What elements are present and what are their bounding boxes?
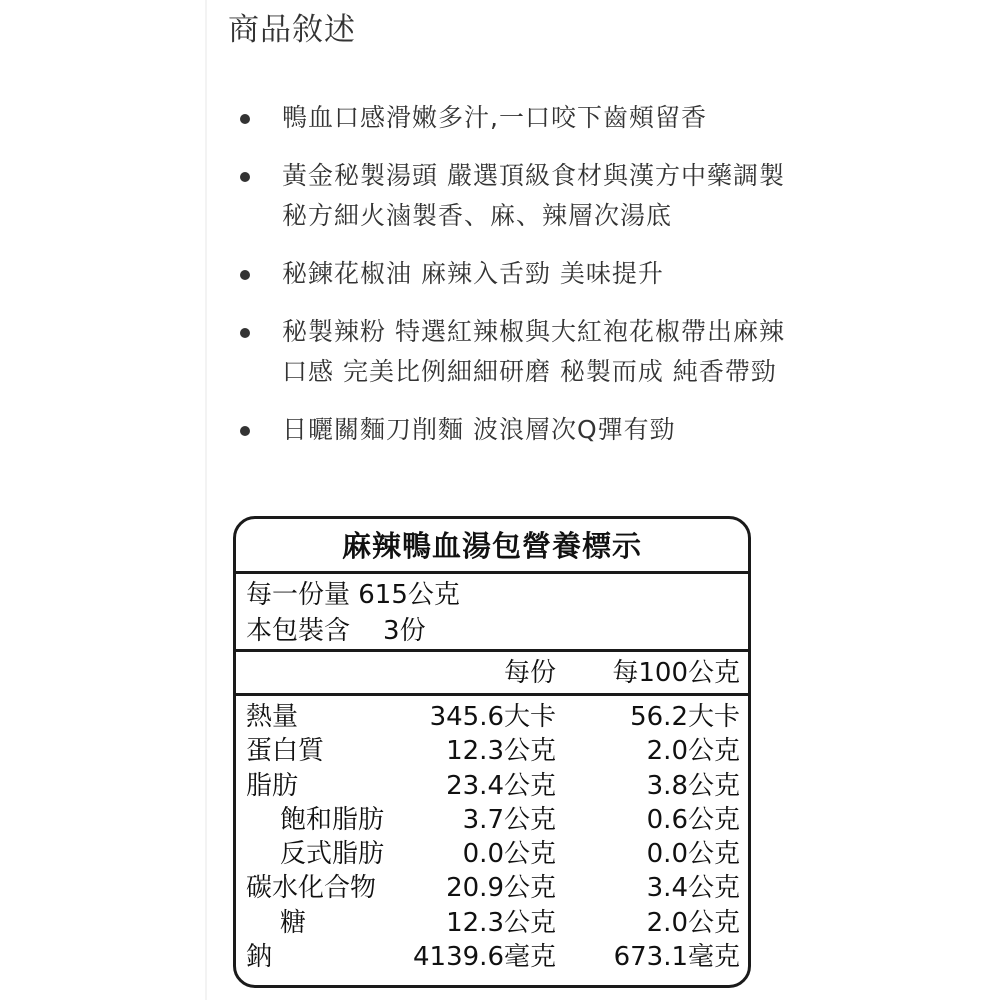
per-100g-value: 0.0公克 [646,839,740,870]
per-100g-value: 2.0公克 [646,736,740,767]
feature-text: 秘鍊花椒油 麻辣入舌勁 美味提升 [282,259,664,288]
per-serving-value: 20.9公克 [446,873,556,904]
nutrient-name: 熱量 [246,702,299,732]
nutrient-name: 飽和脂肪 [280,804,385,835]
nutrient-name: 蛋白質 [246,736,325,767]
per-100g-value: 56.2大卡 [630,702,740,732]
column-per-100g: 每100公克 [612,658,740,688]
per-serving-value: 4139.6毫克 [413,942,556,973]
nutrition-row [236,769,748,803]
per-100g-value: 3.4公克 [646,873,740,904]
nutrition-row [236,734,748,768]
nutrition-row [236,837,748,871]
per-serving-value: 3.7公克 [462,804,556,835]
per-100g-value: 3.8公克 [646,770,740,801]
nutrient-name: 脂肪 [246,770,299,801]
nutrition-title: 麻辣鴨血湯包營養標示 [236,519,748,574]
per-100g-value: 2.0公克 [646,907,740,938]
nutrient-name: 反式脂肪 [280,839,385,870]
nutrition-rows [236,696,748,974]
servings-per-pack: 本包裝含 3份 [246,616,426,646]
per-serving-value: 23.4公克 [446,770,556,801]
per-serving-value: 0.0公克 [462,839,556,870]
bullet-icon [240,270,250,280]
bullet-icon [240,114,250,124]
feature-item [207,312,807,392]
feature-text: 鴨血口感滑嫩多汁,一口咬下齒頰留香 [282,103,707,132]
feature-item [207,254,807,294]
serving-size: 每一份量 615公克 [246,580,460,610]
section-title: 商品敘述 [228,12,356,48]
nutrition-label [233,516,751,988]
nutrient-name: 碳水化合物 [246,873,377,904]
nutrient-name: 糖 [280,907,307,938]
left-gutter [0,0,207,1000]
nutrition-row [236,940,748,974]
per-serving-value: 12.3公克 [446,736,556,767]
feature-item [207,156,807,236]
nutrition-column-header [236,652,748,696]
per-100g-value: 0.6公克 [646,804,740,835]
nutrition-row [236,700,748,734]
feature-text: 日曬關麵刀削麵 波浪層次Q彈有勁 [282,415,676,444]
nutrition-row [236,871,748,905]
per-serving-value: 345.6大卡 [429,702,556,732]
nutrition-row [236,906,748,940]
feature-item [207,410,807,450]
bullet-icon [240,328,250,338]
nutrient-name: 鈉 [246,942,273,973]
bullet-icon [240,172,250,182]
feature-list [207,98,807,468]
serving-info [236,574,748,652]
column-per-serving: 每份 [503,658,556,688]
feature-text: 秘製辣粉 特選紅辣椒與大紅袍花椒帶出麻辣口感 完美比例細細研磨 秘製而成 純香帶勁 [282,317,785,386]
nutrition-row [236,803,748,837]
feature-item [207,98,807,138]
per-100g-value: 673.1毫克 [613,942,740,973]
bullet-icon [240,426,250,436]
per-serving-value: 12.3公克 [446,907,556,938]
feature-text: 黃金秘製湯頭 嚴選頂級食材與漢方中藥調製秘方細火滷製香、麻、辣層次湯底 [282,161,785,230]
